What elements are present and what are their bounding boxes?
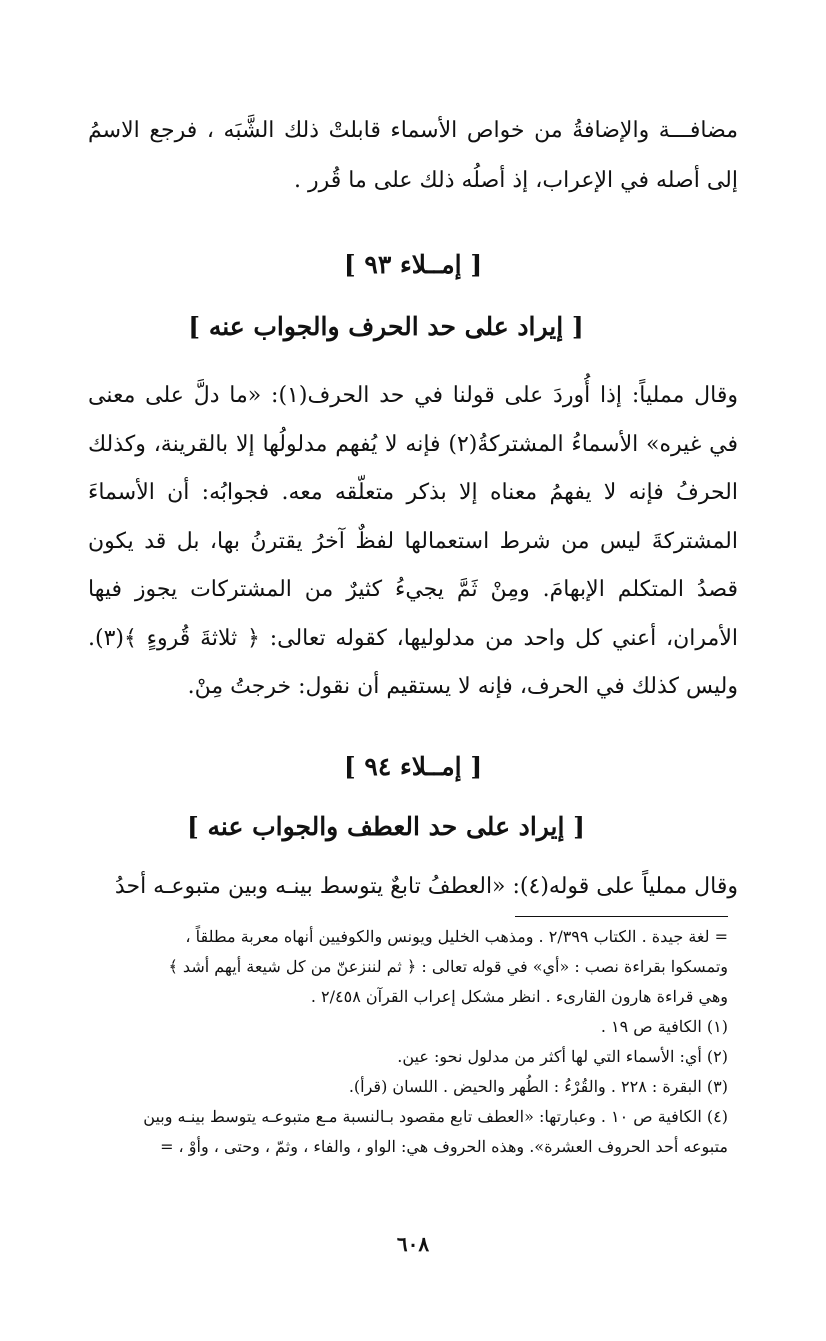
footnote-continuation-line: وتمسكوا بقراءة نصب : «أي» في قوله تعالى : ﴿ ثم لننزعنّ من كل شيعة أيهم أشد ﴾ <box>168 957 728 976</box>
section-93-body: وقال مملياً: إذا أُوردَ على قولنا في حد الحرف(١): «ما دلَّ على معنى في غيره» الأسماءُ المشتركةُ(٢) فإنه لا يُفهم مدلولُها إلا بالقرينة، وكذلك الحرفُ فإنه لا يفهمُ معناه إلا بذكر متعلّقه معه. فجوابُه: أن الأسماءَ المشتركةَ ليس من شرط استعمالها لفظٌ آخرُ يقترنُ بها، بل قد يكون قصدُ المتكلم الإبهامَ. ومِنْ ثَمَّ يجيءُ كثيرٌ من المشتركات يجوز فيها الأمران، أعني كل واحد من مدلوليها، كقوله تعالى: ﴿ ثلاثةَ قُروءٍ ﴾(٣). وليس كذلك في الحرف، فإنه لا يستقيم أن نقول: خرجتُ مِنْ. <box>88 383 738 699</box>
footnote-3: (٣) البقرة : ٢٢٨ . والقُرْءُ : الطُهر والحيض . اللسان (قرأ). <box>348 1077 728 1096</box>
intro-paragraph: مضافـــة والإضافةُ من خواص الأسماء قابلتْ ذلك الشَّبَه ، فرجع الاسمُ إلى أصله في الإعراب، إذ أصلُه ذلك على ما قُرر . <box>88 118 738 193</box>
footnote-continuation-line: = لغة جيدة . الكتاب ٢/٣٩٩ . ومذهب الخليل ويونس والكوفيين أنهاه معربة مطلقاً ، <box>185 927 728 946</box>
section-94-body: وقال مملياً على قوله(٤): «العطفُ تابعٌ يتوسط بينـه وبين متبوعـه أحدُ <box>114 874 738 899</box>
footnote-continuation-line: وهي قراءة هارون القارىء . انظر مشكل إعراب القرآن ٢/٤٥٨ . <box>310 987 728 1006</box>
page-number: ٦٠٨ <box>396 1232 430 1256</box>
section-94-title: [ إيراد على حد العطف والجواب عنه ] <box>186 812 585 841</box>
footnote-2: (٢) أي: الأسماء التي لها أكثر من مدلول نحو: عين. <box>397 1047 728 1066</box>
footnotes <box>88 922 728 1162</box>
footnote-divider <box>515 916 728 917</box>
footnote-1: (١) الكافية ص ١٩ . <box>600 1017 728 1036</box>
footnote-4: (٤) الكافية ص ١٠ . وعبارتها: «العطف تابع مقصود بـالنسبة مـع متبوعـه يتوسط بينـه وبين <box>143 1107 728 1126</box>
section-94-number: [ إمــلاء ٩٤ ] <box>343 752 483 781</box>
section-93-title: [ إيراد على حد الحرف والجواب عنه ] <box>188 312 584 341</box>
section-93-number: [ إمــلاء ٩٣ ] <box>343 250 483 279</box>
footnote-4-continuation: متبوعه أحد الحروف العشرة». وهذه الحروف هي: الواو ، والفاء ، وثمّ ، وحتى ، وأوْ ، = <box>160 1137 728 1156</box>
